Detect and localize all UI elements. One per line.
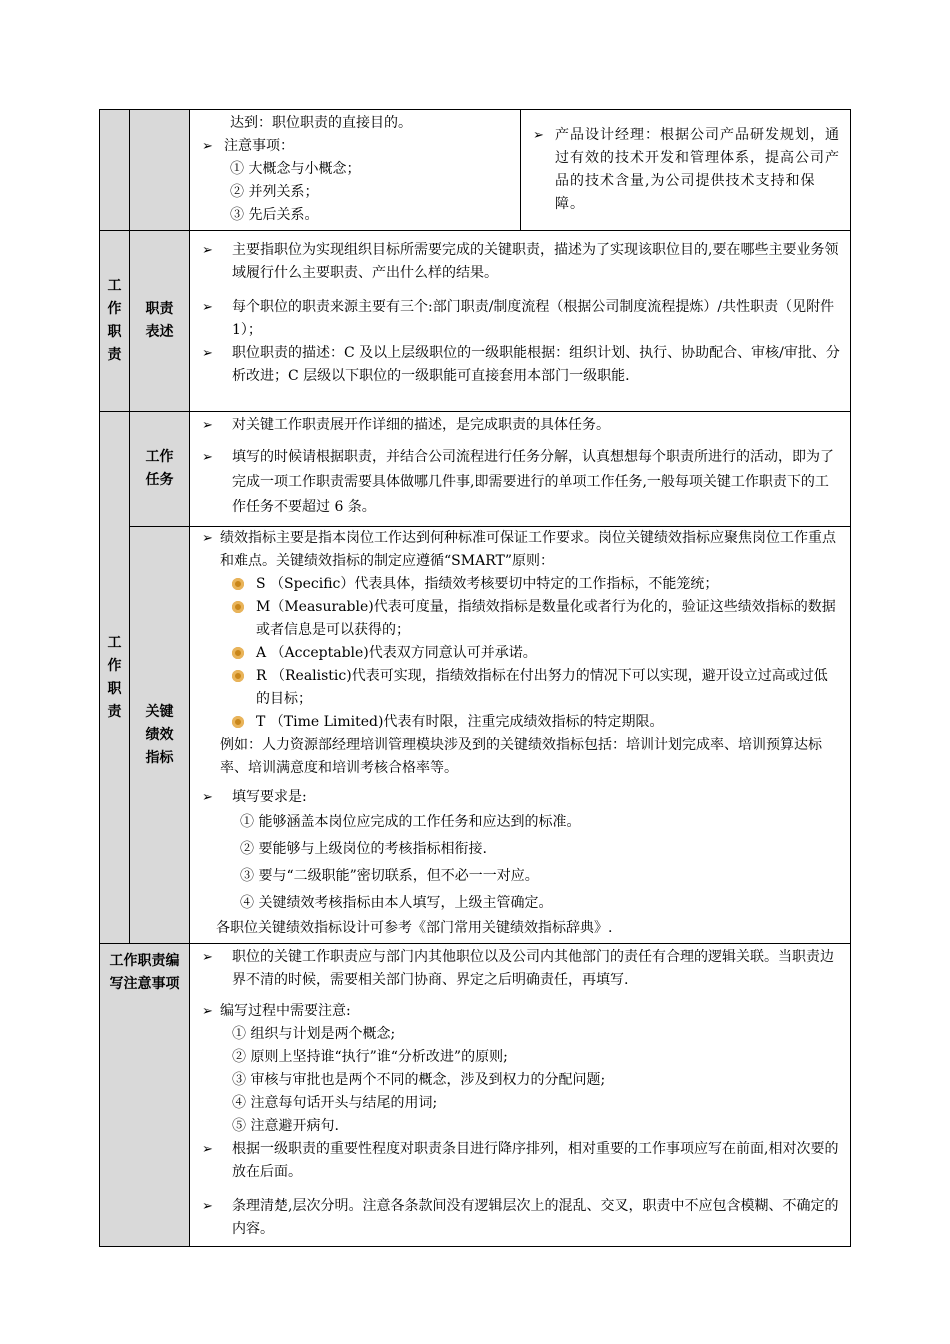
note-item: ① 组织与计划是两个概念; — [232, 1026, 396, 1042]
bullet-item: ➢ 对关键工作职责展开作详细的描述，是完成职责的具体任务。 — [200, 414, 840, 437]
bullet-item: ➢ 职位职责的描述：C 及以上层级职位的一级职能根据：组织计划、执行、协助配合、审核/审批、分析改进；C 层级以下职位的一级职能可直接套用本部门一级职能. — [200, 342, 840, 388]
arrow-bullet-icon: ➢ — [202, 790, 213, 805]
purpose-line: 达到：职位职责的直接目的。 — [230, 115, 412, 131]
note-item: ③ 先后关系。 — [230, 207, 319, 223]
smart-item: M（Measurable)代表可度量，指绩效指标是数量化或者行为化的，验证这些绩效指标的数据或者信息是可以获得的； — [200, 596, 840, 642]
note-item: ① 大概念与小概念； — [230, 161, 361, 177]
arrow-bullet-icon: ➢ — [202, 1142, 213, 1157]
arrow-bullet-icon: ➢ — [202, 950, 213, 965]
note-item: ④ 注意每句话开头与结尾的用词; — [232, 1095, 438, 1111]
requirement-item: ④ 关键绩效考核指标由本人填写，上级主管确定。 — [240, 895, 553, 911]
bullet-item: ➢ 根据一级职责的重要性程度对职责条目进行降序排列，相对重要的工作事项应写在前面,相对次要的放在后面。 — [200, 1138, 840, 1184]
note-item: ② 原则上坚持谁“执行”谁“分析改进”的原则; — [232, 1049, 508, 1065]
circle-bullet-icon — [232, 670, 244, 682]
kpi-content — [190, 527, 851, 944]
bullet-item: ➢ 职位的关键工作职责应与部门内其他职位以及公司内其他部门的责任有合理的逻辑关联。当职责边界不清的时候，需要相关部门协商、界定之后明确责任，再填写. — [200, 946, 840, 992]
smart-item: T （Time Limited)代表有时限，注重完成绩效指标的特定期限。 — [200, 711, 840, 734]
kpi-row — [100, 527, 851, 944]
sublabel-duty-statement: 职责表述 — [130, 231, 190, 412]
work-task-content — [190, 412, 851, 527]
circle-bullet-icon — [232, 578, 244, 590]
bullet-item: ➢ 条理清楚,层次分明。注意各条款间没有逻辑层次上的混乱、交叉，职责中不应包含模糊、不确定的内容。 — [200, 1195, 840, 1241]
duty-statement-content — [190, 231, 851, 412]
requirements-title: ➢ 填写要求是: — [200, 786, 840, 809]
circle-bullet-icon — [232, 716, 244, 728]
smart-item: R （Realistic)代表可实现，指绩效指标在付出努力的情况下可以实现，避开设立过高或过低的目标； — [200, 665, 840, 711]
writing-notes-content — [190, 944, 851, 1247]
arrow-bullet-icon: ➢ — [202, 1004, 213, 1019]
smart-item: A （Acceptable)代表双方同意认可并承诺。 — [200, 642, 840, 665]
empty-label-cell — [100, 110, 130, 231]
arrow-bullet-icon: ➢ — [202, 418, 213, 433]
arrow-bullet-icon: ➢ — [202, 243, 213, 258]
sublabel-kpi: 关键绩效指标 — [130, 527, 190, 944]
purpose-notes-cell — [190, 110, 521, 231]
note-item: ② 并列关系； — [230, 184, 319, 200]
arrow-bullet-icon: ➢ — [202, 346, 213, 361]
circle-bullet-icon — [232, 601, 244, 613]
requirement-item: ② 要能够与上级岗位的考核指标相衔接. — [240, 841, 487, 857]
sublabel-work-task: 工作任务 — [130, 412, 190, 527]
bullet-item: ➢ 填写的时候请根据职责，并结合公司流程进行任务分解，认真想想每个职责所进行的活动，即为了完成一项工作职责需要具体做哪几件事,即需要进行的单项工作任务,一般每项关键工作职责下的工作任务不要超过 6 条。 — [200, 445, 840, 520]
job-description-table — [99, 109, 851, 1247]
arrow-bullet-icon: ➢ — [533, 128, 545, 143]
continuation-row — [100, 110, 851, 231]
kpi-closing: 各职位关键绩效指标设计可参考《部门常用关键绩效指标辞典》. — [216, 920, 613, 936]
note-title: ➢ 注意事项： — [200, 135, 510, 158]
empty-sublabel-cell — [130, 110, 190, 231]
work-task-row — [100, 412, 851, 527]
arrow-bullet-icon: ➢ — [202, 1199, 213, 1214]
bullet-item: ➢ 编写过程中需要注意: — [200, 1000, 840, 1023]
arrow-bullet-icon: ➢ — [202, 300, 213, 315]
example-text: ➢ 产品设计经理：根据公司产品研发规划，通过有效的技术开发和管理体系，提高公司产品的技术含量,为公司提供技术支持和保障。 — [531, 124, 840, 216]
note-item: ⑤ 注意避开病句. — [232, 1118, 339, 1134]
bullet-item: ➢ 主要指职位为实现组织目标所需要完成的关键职责，描述为了实现该职位目的,要在哪些主要业务领域履行什么主要职责、产出什么样的结果。 — [200, 239, 840, 285]
section-label-writing-notes: 工作职责编写注意事项 — [100, 944, 190, 1247]
arrow-bullet-icon: ➢ — [202, 531, 213, 546]
note-item: ③ 审核与审批也是两个不同的概念，涉及到权力的分配问题; — [232, 1072, 606, 1088]
kpi-intro: ➢ 绩效指标主要是指本岗位工作达到何种标准可保证工作要求。岗位关键绩效指标应聚焦岗位工作重点和难点。关键绩效指标的制定应遵循“SMART”原则： — [200, 527, 840, 573]
smart-item: S （Specific）代表具体，指绩效考核要切中特定的工作指标，不能笼统； — [200, 573, 840, 596]
requirement-item: ③ 要与“二级职能”密切联系，但不必一一对应。 — [240, 868, 539, 884]
arrow-bullet-icon: ➢ — [202, 139, 213, 154]
arrow-bullet-icon: ➢ — [202, 450, 213, 465]
kpi-example: 例如：人力资源部经理培训管理模块涉及到的关键绩效指标包括：培训计划完成率、培训预算达标率、培训满意度和培训考核合格率等。 — [220, 737, 822, 776]
bullet-item: ➢ 每个职位的职责来源主要有三个:部门职责/制度流程（根据公司制度流程提炼）/共性职责（见附件 1）； — [200, 296, 840, 342]
writing-notes-row — [100, 944, 851, 1247]
duty-statement-row — [100, 231, 851, 412]
section-label-duty: 工作职责 — [100, 231, 130, 412]
circle-bullet-icon — [232, 647, 244, 659]
example-cell — [521, 110, 851, 231]
section-label-duty-2: 工作职责 — [100, 412, 130, 944]
requirement-item: ① 能够涵盖本岗位应完成的工作任务和应达到的标准。 — [240, 814, 581, 830]
